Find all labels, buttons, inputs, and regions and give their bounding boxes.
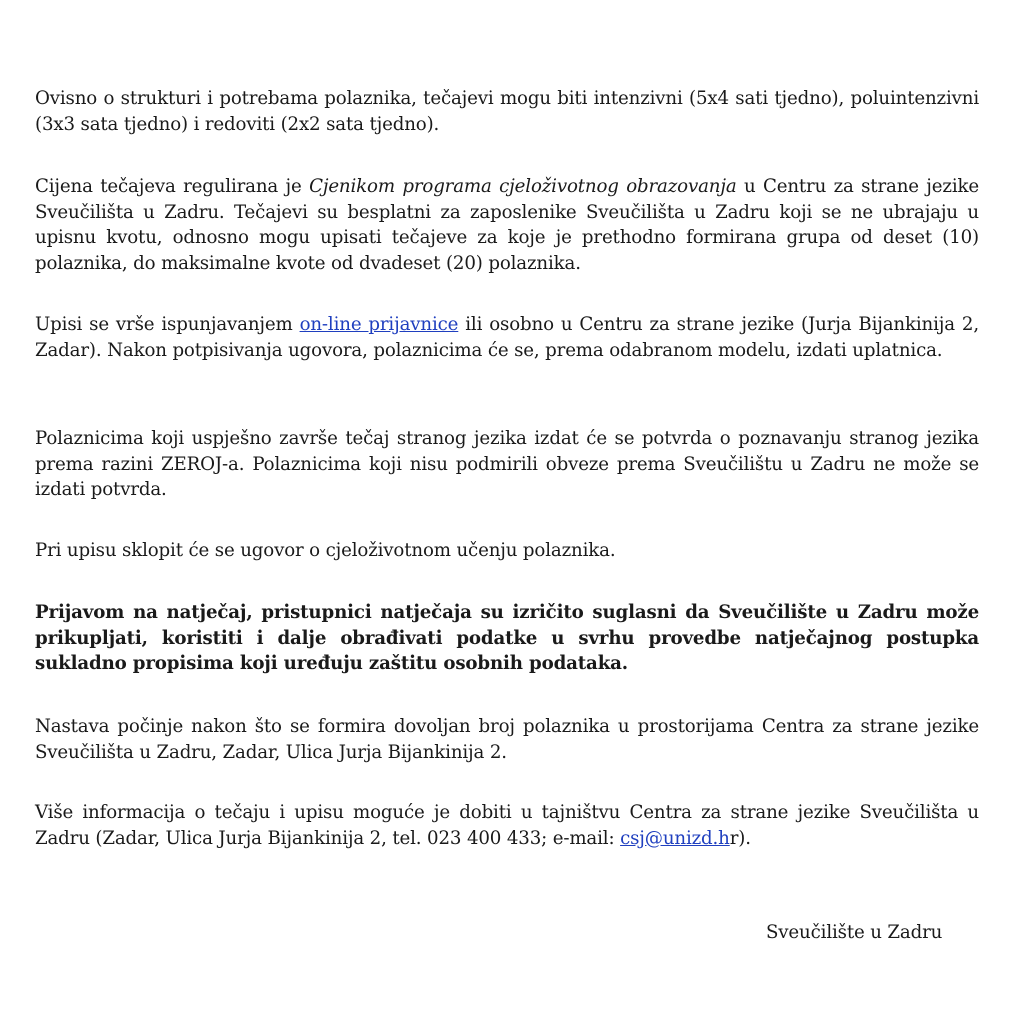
paragraph-text: ili osobno u Centru za strane jezike (Jurja Bijankinija 2, Zadar). Nakon potpisivanja ugovora, polaznicima će se, prema odabranom modelu, izdati uplatnica.	[35, 314, 979, 361]
paragraph-enrollment	[35, 312, 979, 363]
paragraph-text: Upisi se vrše ispunjavanjem	[35, 314, 300, 335]
email-link[interactable]: csj@unizd.h	[620, 827, 730, 849]
online-application-link[interactable]: on-line prijavnice	[299, 314, 459, 335]
paragraph-course-intensity	[35, 86, 979, 137]
paragraph-text: u Centru za strane jezike Sveučilišta u Zadru. Tečajevi su besplatni za zaposlenike Sveučilišta u Zadru koji se ne ubrajaju u upisnu kvotu, odnosno mogu upisati tečajeve za koje je prethodno formirana grupa od deset (10) polaznika, do maksimalne kvote od dvadeset (20) polaznika.	[35, 176, 979, 274]
paragraph-contract	[35, 538, 615, 564]
paragraph-text: Prijavom na natječaj, pristupnici natječaja su izričito suglasni da Sveučilište u Zadru može prikupljati, koristiti i dalje obrađivati podatke u svrhu provedbe natječajnog postupka sukladno propisima koji uređuju zaštitu osobnih podataka.	[35, 602, 979, 675]
paragraph-certificate	[35, 426, 979, 503]
paragraph-classes-start	[35, 714, 979, 765]
paragraph-text: Ovisno o strukturi i potrebama polaznika, tečajevi mogu biti intenzivni (5x4 sati tjedno), poluintenzivni (3x3 sata tjedno) i redoviti (2x2 sata tjedno).	[35, 88, 979, 135]
signature: Sveučilište u Zadru	[766, 922, 943, 943]
paragraph-text: Nastava počinje nakon što se formira dovoljan broj polaznika u prostorijama Centra za strane jezike Sveučilišta u Zadru, Zadar, Ulica Jurja Bijankinija 2.	[35, 716, 979, 763]
paragraph-text: Više informacija o tečaju i upisu moguće je dobiti u tajništvu Centra za strane jezike Sveučilišta u Zadru (Zadar, Ulica Jurja Bijankinija 2, tel. 023 400 433; e-mail:	[35, 802, 979, 849]
paragraph-course-price	[35, 174, 979, 276]
paragraph-data-consent	[35, 600, 979, 677]
paragraph-text: Pri upisu sklopit će se ugovor o cjeloživotnom učenju polaznika.	[35, 540, 616, 561]
paragraph-contact-info	[35, 800, 979, 851]
paragraph-text: r).	[729, 827, 751, 849]
price-list-title: Cjenikom programa cjeloživotnog obrazovanja	[309, 176, 737, 197]
paragraph-text: Cijena tečajeva regulirana je	[35, 176, 310, 197]
paragraph-text: Polaznicima koji uspješno završe tečaj stranog jezika izdat će se potvrda o poznavanju stranog jezika prema razini ZEROJ-a. Polaznicima koji nisu podmirili obveze prema Sveučilištu u Zadru ne može se izdati potvrda.	[35, 428, 979, 501]
